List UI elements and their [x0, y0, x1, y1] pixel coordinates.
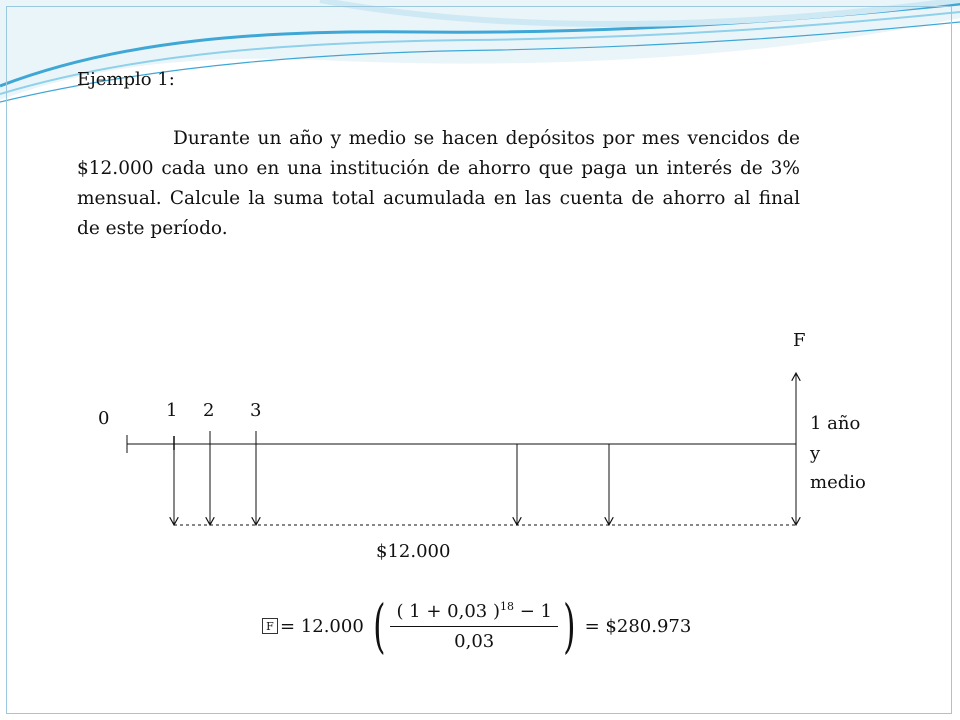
period-end-label-line2: y — [810, 443, 821, 464]
formula-exponent: 18 — [499, 600, 514, 613]
formula-minus-one: − 1 — [519, 601, 552, 622]
future-value-label: F — [793, 330, 806, 351]
formula-left-side: = 12.000 — [280, 615, 364, 637]
left-parenthesis: ( — [372, 592, 386, 660]
future-value-formula — [262, 592, 692, 660]
formula-denominator: 0,03 — [454, 631, 495, 652]
right-parenthesis: ) — [563, 592, 576, 660]
formula-symbol: F — [262, 618, 278, 634]
example-title: Ejemplo 1: — [77, 69, 175, 90]
formula-numerator: ( 1 + 0,03 )$^{18}$ − 1 — [390, 600, 558, 627]
formula-fraction — [390, 600, 558, 652]
period-label-1: 1 — [166, 400, 178, 421]
period-label-2: 2 — [203, 400, 215, 421]
formula-result: = $280.973 — [584, 615, 692, 637]
problem-statement: Durante un año y medio se hacen depósitos por mes vencidos de $12.000 cada uno en una institución de ahorro que paga un interés de 3% mensual. Calcule la suma total acumulada en las cuenta de ahorro al final de este período. — [77, 128, 800, 239]
period-label-3: 3 — [250, 400, 262, 421]
period-label-0: 0 — [98, 408, 110, 429]
period-end-label-line1: 1 año — [810, 413, 861, 434]
deposit-amount-label: $12.000 — [376, 541, 451, 562]
period-end-label-line3: medio — [810, 472, 866, 493]
